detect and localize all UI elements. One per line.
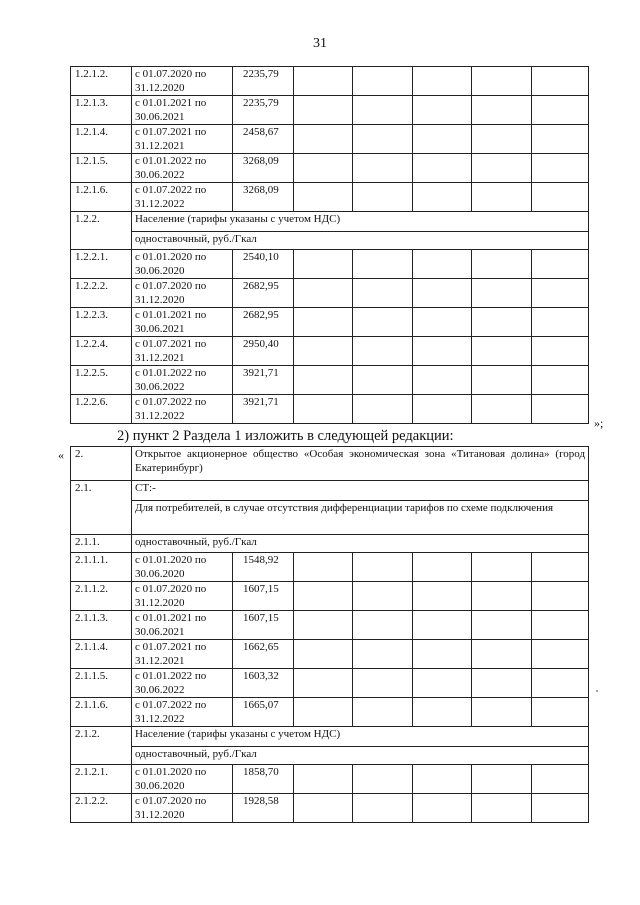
empty-cell <box>294 698 353 727</box>
empty-cell <box>353 582 413 611</box>
row-code: 1.2.1.4. <box>71 125 132 154</box>
empty-cell <box>413 154 472 183</box>
table-row <box>71 154 589 183</box>
empty-cell <box>413 582 472 611</box>
sub2-code: 2.1.2. <box>71 727 132 765</box>
empty-cell <box>472 669 532 698</box>
empty-cell <box>532 183 589 212</box>
empty-cell <box>294 337 353 366</box>
empty-cell <box>353 125 413 154</box>
empty-cell <box>413 669 472 698</box>
row-value: 1928,58 <box>233 794 294 823</box>
row-code: 1.2.2.5. <box>71 366 132 395</box>
row-value: 1858,70 <box>233 765 294 794</box>
row-period: с 01.07.2021 по 31.12.2021 <box>132 337 233 366</box>
row-code: 1.2.2.1. <box>71 250 132 279</box>
empty-cell <box>353 611 413 640</box>
row-code: 2.1.1.5. <box>71 669 132 698</box>
sub1-code: 2.1.1. <box>71 535 132 553</box>
row-period: с 01.01.2022 по 30.06.2022 <box>132 669 233 698</box>
row-code: 2.1.1.6. <box>71 698 132 727</box>
row-period: с 01.01.2020 по 30.06.2020 <box>132 765 233 794</box>
row-period: с 01.01.2020 по 30.06.2020 <box>132 553 233 582</box>
row-code: 2.1.2.1. <box>71 765 132 794</box>
empty-cell <box>413 611 472 640</box>
empty-cell <box>413 794 472 823</box>
row-period: с 01.01.2020 по 30.06.2020 <box>132 250 233 279</box>
row-value: 2458,67 <box>233 125 294 154</box>
section-subtitle: одноставочный, руб./Гкал <box>132 232 589 250</box>
empty-cell <box>472 154 532 183</box>
table-row <box>71 183 589 212</box>
sub2-title: Население (тарифы указаны с учетом НДС) <box>132 727 589 747</box>
empty-cell <box>472 611 532 640</box>
empty-cell <box>532 553 589 582</box>
empty-cell <box>532 308 589 337</box>
opening-quote-mark: « <box>58 448 64 462</box>
row-period: с 01.07.2020 по 31.12.2020 <box>132 582 233 611</box>
empty-cell <box>472 640 532 669</box>
empty-cell <box>294 553 353 582</box>
empty-cell <box>294 279 353 308</box>
row-period: с 01.01.2021 по 30.06.2021 <box>132 308 233 337</box>
empty-cell <box>472 395 532 424</box>
empty-cell <box>472 279 532 308</box>
empty-cell <box>353 366 413 395</box>
empty-cell <box>353 669 413 698</box>
row-value: 2235,79 <box>233 67 294 96</box>
closing-quote-mark: »; <box>594 416 604 430</box>
empty-cell <box>413 183 472 212</box>
row-value: 2682,95 <box>233 308 294 337</box>
empty-cell <box>294 669 353 698</box>
empty-cell <box>353 794 413 823</box>
empty-cell <box>532 698 589 727</box>
table-row <box>71 395 589 424</box>
row-value: 3921,71 <box>233 395 294 424</box>
row-value: 2950,40 <box>233 337 294 366</box>
row-period: с 01.01.2021 по 30.06.2021 <box>132 611 233 640</box>
empty-cell <box>413 366 472 395</box>
empty-cell <box>472 96 532 125</box>
row-code: 1.2.1.3. <box>71 96 132 125</box>
empty-cell <box>472 553 532 582</box>
row-value: 1607,15 <box>233 611 294 640</box>
empty-cell <box>294 154 353 183</box>
empty-cell <box>353 183 413 212</box>
empty-cell <box>532 125 589 154</box>
empty-cell <box>472 183 532 212</box>
empty-cell <box>532 250 589 279</box>
row-code: 2.1.1.4. <box>71 640 132 669</box>
table-row <box>71 250 589 279</box>
empty-cell <box>353 765 413 794</box>
empty-cell <box>472 698 532 727</box>
empty-cell <box>294 765 353 794</box>
empty-cell <box>472 582 532 611</box>
amendment-instruction: 2) пункт 2 Раздела 1 изложить в следующей редакции: <box>117 428 454 444</box>
row-period: с 01.07.2022 по 31.12.2022 <box>132 183 233 212</box>
empty-cell <box>413 279 472 308</box>
empty-cell <box>294 366 353 395</box>
row-period: с 01.07.2020 по 31.12.2020 <box>132 67 233 96</box>
row-period: с 01.07.2022 по 31.12.2022 <box>132 395 233 424</box>
empty-cell <box>413 337 472 366</box>
section-title: Население (тарифы указаны с учетом НДС) <box>132 212 589 232</box>
empty-cell <box>413 67 472 96</box>
table-row <box>71 611 589 640</box>
empty-cell <box>532 794 589 823</box>
empty-cell <box>413 96 472 125</box>
table-row <box>71 794 589 823</box>
row-code: 2.1.2.2. <box>71 794 132 823</box>
row-value: 3268,09 <box>233 154 294 183</box>
empty-cell <box>353 553 413 582</box>
empty-cell <box>413 765 472 794</box>
empty-cell <box>353 640 413 669</box>
empty-cell <box>294 395 353 424</box>
row-value: 2235,79 <box>233 96 294 125</box>
empty-cell <box>353 279 413 308</box>
empty-cell <box>532 765 589 794</box>
empty-cell <box>353 154 413 183</box>
empty-cell <box>532 337 589 366</box>
org-title: Открытое акционерное общество «Особая экономическая зона «Титановая долина» (город Екатеринбург) <box>132 447 589 481</box>
empty-cell <box>532 366 589 395</box>
scan-artifact <box>596 690 598 692</box>
row-value: 2682,95 <box>233 279 294 308</box>
row-value: 1665,07 <box>233 698 294 727</box>
row-value: 1607,15 <box>233 582 294 611</box>
table-row <box>71 366 589 395</box>
empty-cell <box>472 308 532 337</box>
empty-cell <box>353 698 413 727</box>
row-code: 1.2.2.3. <box>71 308 132 337</box>
row-period: с 01.01.2021 по 30.06.2021 <box>132 96 233 125</box>
empty-cell <box>294 794 353 823</box>
table-row <box>71 337 589 366</box>
empty-cell <box>532 154 589 183</box>
empty-cell <box>472 337 532 366</box>
sub1-label: одноставочный, руб./Гкал <box>132 535 589 553</box>
empty-cell <box>532 67 589 96</box>
row-period: с 01.07.2022 по 31.12.2022 <box>132 698 233 727</box>
row-value: 1662,65 <box>233 640 294 669</box>
empty-cell <box>532 395 589 424</box>
empty-cell <box>472 250 532 279</box>
table-row <box>71 96 589 125</box>
empty-cell <box>294 250 353 279</box>
row-period: с 01.01.2022 по 30.06.2022 <box>132 154 233 183</box>
table-row <box>71 582 589 611</box>
empty-cell <box>413 553 472 582</box>
row-value: 3921,71 <box>233 366 294 395</box>
st-label: СТ:- <box>132 481 589 501</box>
row-code: 2.1.1.1. <box>71 553 132 582</box>
row-code: 1.2.1.5. <box>71 154 132 183</box>
empty-cell <box>532 669 589 698</box>
empty-cell <box>294 183 353 212</box>
empty-cell <box>294 67 353 96</box>
empty-cell <box>353 308 413 337</box>
empty-cell <box>294 640 353 669</box>
sub2-subtitle: одноставочный, руб./Гкал <box>132 747 589 765</box>
empty-cell <box>413 308 472 337</box>
empty-cell <box>294 96 353 125</box>
empty-cell <box>413 698 472 727</box>
row-value: 1603,32 <box>233 669 294 698</box>
table-row <box>71 765 589 794</box>
row-code: 1.2.1.6. <box>71 183 132 212</box>
table-row <box>71 669 589 698</box>
empty-cell <box>472 794 532 823</box>
empty-cell <box>294 308 353 337</box>
table-row <box>71 279 589 308</box>
empty-cell <box>532 279 589 308</box>
empty-cell <box>472 765 532 794</box>
table-row <box>71 553 589 582</box>
page-number: 31 <box>313 36 327 51</box>
empty-cell <box>472 125 532 154</box>
st-code: 2.1. <box>71 481 132 535</box>
empty-cell <box>413 250 472 279</box>
empty-cell <box>353 337 413 366</box>
tariff-table-1 <box>70 66 589 424</box>
empty-cell <box>353 96 413 125</box>
empty-cell <box>532 640 589 669</box>
row-period: с 01.07.2020 по 31.12.2020 <box>132 279 233 308</box>
empty-cell <box>532 96 589 125</box>
empty-cell <box>294 582 353 611</box>
empty-cell <box>353 395 413 424</box>
table-row <box>71 698 589 727</box>
row-code: 1.2.2.2. <box>71 279 132 308</box>
table-row <box>71 640 589 669</box>
tariff-table-2 <box>70 446 589 823</box>
empty-cell <box>294 125 353 154</box>
empty-cell <box>532 582 589 611</box>
empty-cell <box>413 640 472 669</box>
empty-cell <box>294 611 353 640</box>
row-period: с 01.07.2021 по 31.12.2021 <box>132 640 233 669</box>
empty-cell <box>413 395 472 424</box>
empty-cell <box>353 250 413 279</box>
row-code: 2.1.1.3. <box>71 611 132 640</box>
table-row <box>71 308 589 337</box>
row-period: с 01.01.2022 по 30.06.2022 <box>132 366 233 395</box>
row-code: 1.2.2.6. <box>71 395 132 424</box>
row-period: с 01.07.2020 по 31.12.2020 <box>132 794 233 823</box>
empty-cell <box>472 67 532 96</box>
row-value: 3268,09 <box>233 183 294 212</box>
empty-cell <box>413 125 472 154</box>
empty-cell <box>472 366 532 395</box>
empty-cell <box>353 67 413 96</box>
row-period: с 01.07.2021 по 31.12.2021 <box>132 125 233 154</box>
row-code: 1.2.2.4. <box>71 337 132 366</box>
org-code: 2. <box>71 447 132 481</box>
row-code: 2.1.1.2. <box>71 582 132 611</box>
empty-cell <box>532 611 589 640</box>
section-code: 1.2.2. <box>71 212 132 250</box>
table-row <box>71 67 589 96</box>
row-value: 2540,10 <box>233 250 294 279</box>
table-row <box>71 125 589 154</box>
row-code: 1.2.1.2. <box>71 67 132 96</box>
row-value: 1548,92 <box>233 553 294 582</box>
st-note: Для потребителей, в случае отсутствия дифференциации тарифов по схеме подключения <box>132 501 589 535</box>
